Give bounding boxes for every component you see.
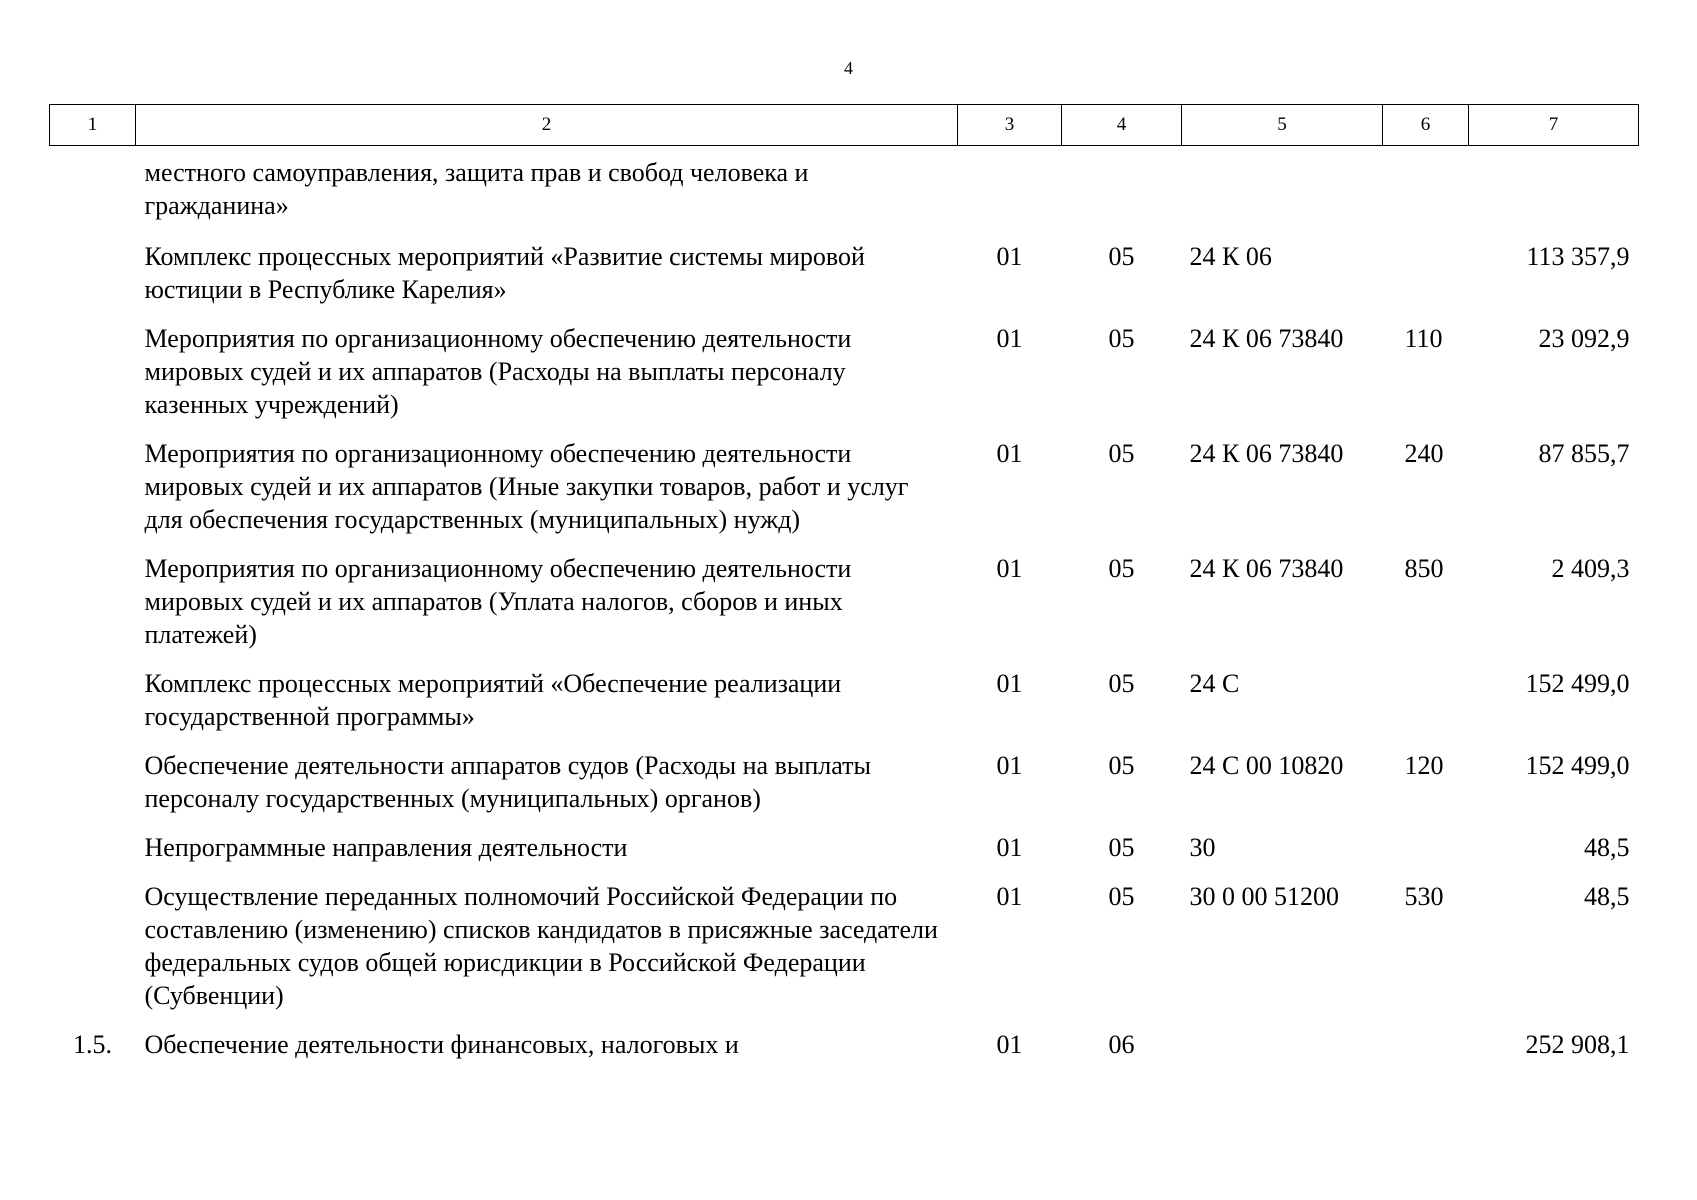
row-expense-type: 530 xyxy=(1404,882,1444,911)
row-amount: 87 855,7 xyxy=(1538,439,1630,468)
row-number xyxy=(50,667,136,749)
header-col-2: 2 xyxy=(136,105,958,146)
row-chapter-code: 01 xyxy=(996,751,1023,780)
row-section-code: 05 xyxy=(1108,882,1135,911)
row-number xyxy=(50,322,136,437)
header-col-4: 4 xyxy=(1062,105,1182,146)
row-name: Осуществление переданных полномочий Российской Федерации по составлению (изменению) списков кандидатов в присяжные заседатели федеральных судов общей юрисдикции в Российской Федерации (Субвенции) xyxy=(144,882,938,1010)
header-col-5: 5 xyxy=(1182,105,1383,146)
row-section-code: 05 xyxy=(1108,242,1135,271)
row-target-code xyxy=(1182,146,1383,241)
header-row xyxy=(50,105,1639,146)
row-target-code: 30 0 00 51200 xyxy=(1189,882,1339,911)
table-row xyxy=(50,667,1639,749)
table-row xyxy=(50,322,1639,437)
row-number xyxy=(50,240,136,322)
row-amount xyxy=(1469,146,1639,241)
row-target-code: 24 С 00 10820 xyxy=(1189,751,1344,780)
row-chapter-code: 01 xyxy=(996,324,1023,353)
row-expense-type: 850 xyxy=(1404,554,1444,583)
row-expense-type xyxy=(1383,667,1469,749)
row-amount: 152 499,0 xyxy=(1525,751,1630,780)
header-col-3: 3 xyxy=(958,105,1062,146)
row-target-code: 24 С xyxy=(1189,669,1240,698)
table-row xyxy=(50,1028,1639,1077)
row-section-code: 06 xyxy=(1108,1030,1135,1059)
row-name: местного самоуправления, защита прав и свобод человека и гражданина» xyxy=(144,158,809,220)
header-col-7: 7 xyxy=(1469,105,1639,146)
row-amount: 48,5 xyxy=(1584,882,1630,911)
row-chapter-code: 01 xyxy=(996,882,1023,911)
table-row xyxy=(50,552,1639,667)
row-target-code: 24 К 06 73840 xyxy=(1189,439,1344,468)
row-expense-type xyxy=(1383,1028,1469,1077)
row-amount: 48,5 xyxy=(1584,833,1630,862)
row-section-code: 05 xyxy=(1108,669,1135,698)
row-amount: 152 499,0 xyxy=(1525,669,1630,698)
row-name: Непрограммные направления деятельности xyxy=(144,833,628,862)
row-name: Мероприятия по организационному обеспечению деятельности мировых судей и их аппаратов (Расходы на выплаты персоналу казенных учреждений) xyxy=(144,324,852,419)
row-expense-type xyxy=(1383,240,1469,322)
row-amount: 2 409,3 xyxy=(1551,554,1630,583)
row-chapter-code: 01 xyxy=(996,439,1023,468)
row-section-code: 05 xyxy=(1108,439,1135,468)
row-number xyxy=(50,437,136,552)
row-target-code: 24 К 06 xyxy=(1189,242,1272,271)
row-number xyxy=(50,880,136,1028)
row-chapter-code: 01 xyxy=(996,669,1023,698)
row-amount: 252 908,1 xyxy=(1525,1030,1630,1059)
row-number: 1.5. xyxy=(73,1030,112,1059)
table-row xyxy=(50,437,1639,552)
table-row xyxy=(50,749,1639,831)
row-chapter-code: 01 xyxy=(996,1030,1023,1059)
row-expense-type xyxy=(1383,146,1469,241)
row-target-code: 30 xyxy=(1189,833,1216,862)
row-section-code: 05 xyxy=(1108,751,1135,780)
row-chapter-code xyxy=(958,146,1062,241)
row-name: Обеспечение деятельности финансовых, налоговых и xyxy=(144,1030,739,1059)
row-number xyxy=(50,552,136,667)
row-target-code: 24 К 06 73840 xyxy=(1189,554,1344,583)
row-number xyxy=(50,749,136,831)
row-section-code: 05 xyxy=(1108,833,1135,862)
row-chapter-code: 01 xyxy=(996,833,1023,862)
header-col-6: 6 xyxy=(1383,105,1469,146)
row-expense-type: 120 xyxy=(1404,751,1444,780)
row-section-code: 05 xyxy=(1108,554,1135,583)
row-expense-type xyxy=(1383,831,1469,880)
row-name: Комплекс процессных мероприятий «Обеспечение реализации государственной программы» xyxy=(144,669,842,731)
row-name: Обеспечение деятельности аппаратов судов (Расходы на выплаты персоналу государственных (муниципальных) органов) xyxy=(144,751,871,813)
table-row xyxy=(50,831,1639,880)
row-name: Мероприятия по организационному обеспечению деятельности мировых судей и их аппаратов (Иные закупки товаров, работ и услуг для обеспечения государственных (муниципальных) нужд) xyxy=(144,439,909,534)
table-row xyxy=(50,240,1639,322)
row-number xyxy=(50,831,136,880)
header-col-1: 1 xyxy=(50,105,136,146)
row-amount: 23 092,9 xyxy=(1538,324,1630,353)
row-target-code: 24 К 06 73840 xyxy=(1189,324,1344,353)
table-row xyxy=(50,880,1639,1028)
row-chapter-code: 01 xyxy=(996,554,1023,583)
row-name: Комплекс процессных мероприятий «Развитие системы мировой юстиции в Республике Карелия» xyxy=(144,242,865,304)
row-section-code: 05 xyxy=(1108,324,1135,353)
page-number: 4 xyxy=(844,58,853,78)
row-expense-type: 240 xyxy=(1404,439,1444,468)
row-amount: 113 357,9 xyxy=(1526,242,1630,271)
row-number xyxy=(50,146,136,241)
row-name: Мероприятия по организационному обеспечению деятельности мировых судей и их аппаратов (Уплата налогов, сборов и иных платежей) xyxy=(144,554,852,649)
table-row xyxy=(50,146,1639,241)
budget-table xyxy=(49,104,1639,1077)
row-target-code xyxy=(1182,1028,1383,1077)
row-expense-type: 110 xyxy=(1404,324,1443,353)
row-section-code xyxy=(1062,146,1182,241)
row-chapter-code: 01 xyxy=(996,242,1023,271)
